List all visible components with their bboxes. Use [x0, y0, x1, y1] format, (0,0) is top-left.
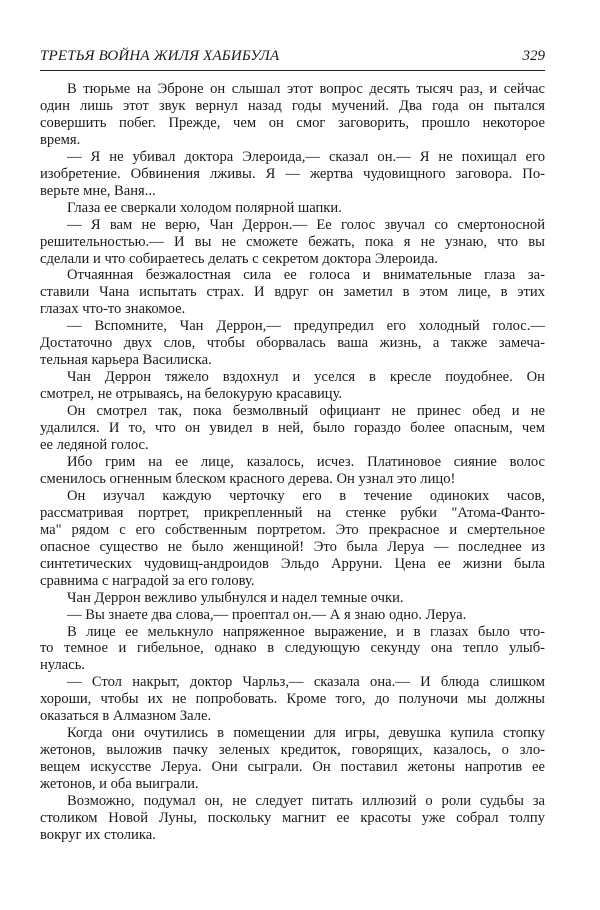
text-line: — Стол накрыт, доктор Чарльз,— сказала она.— И блюда слишком	[67, 674, 545, 691]
text-line: ма" рядом с его собственным портретом. Это прекрасное и смертельное	[40, 521, 545, 538]
paragraph	[40, 674, 545, 725]
paragraph	[40, 318, 545, 369]
paragraph	[40, 607, 545, 624]
body-text	[40, 81, 545, 844]
text-line: опасное существо не было женщиной! Это была Леруа — последнее из	[40, 538, 545, 555]
text-line: нулась.	[40, 657, 86, 674]
text-line: ее ледяной голос.	[40, 437, 149, 454]
paragraph	[40, 217, 545, 268]
text-line: то темное и гибельное, однако в следующую секунду она тепло улыб-	[40, 640, 545, 657]
text-line: синтетических чудовищ-андроидов Эльдо Арруни. Цена ее жизни была	[40, 555, 545, 572]
text-line: — Я вам не верю, Чан Деррон.— Ее голос звучал со смертоносной	[67, 216, 545, 233]
text-line: Когда они очутились в помещении для игры, девушка купила стопку	[67, 725, 545, 742]
text-line: один лишь этот звук вернул назад годы мучений. Два года он пытался	[40, 97, 545, 114]
text-line: В лице ее мелькнуло напряженное выражение, и в глазах было что-	[67, 623, 545, 640]
paragraph	[40, 624, 545, 675]
paragraph	[40, 149, 545, 200]
text-line: — Я не убивал доктора Элероида,— сказал он.— Я не похищал его	[67, 148, 545, 165]
text-line: сменилось огненным блеском красного дерева. Он узнал это лицо!	[40, 470, 456, 487]
paragraph	[40, 488, 545, 590]
text-line: тельная карьера Василиска.	[40, 352, 212, 369]
text-line: глазах что-то знакомое.	[40, 301, 186, 318]
page-number: 329	[522, 48, 545, 64]
text-line: оказаться в Алмазном Зале.	[40, 708, 212, 725]
running-title: ТРЕТЬЯ ВОЙНА ЖИЛЯ ХАБИБУЛА	[40, 48, 280, 64]
paragraph	[40, 403, 545, 454]
paragraph	[40, 200, 545, 217]
text-line: удалился. И то, что он увидел в ней, было гораздо более опасным, чем	[40, 420, 545, 437]
text-line: Чан Деррон вежливо улыбнулся и надел темные очки.	[67, 589, 404, 606]
text-line: сравнима с наградой за его голову.	[40, 572, 255, 589]
paragraph	[40, 454, 545, 488]
paragraph	[40, 369, 545, 403]
text-line: Он изучал каждую черточку его в течение одиноких часов,	[67, 487, 545, 504]
text-line: жетонов, выложив пачку зеленых кредиток, говорящих, казалось, о зло-	[40, 742, 545, 759]
text-line: Возможно, подумал он, не следует питать иллюзий о роли судьбы за	[67, 793, 545, 810]
text-line: совершить побег. Прежде, чем он смог заговорить, прошло некоторое	[40, 114, 545, 131]
text-line: рассматривая портрет, прикрепленный на стенке рубки "Атома-Фанто-	[40, 504, 545, 521]
text-line: — Вы знаете два слова,— проептал он.— А я знаю одно. Леруа.	[67, 606, 467, 623]
text-line: сделали и что собираетесь делать с секретом доктора Элероида.	[40, 250, 439, 267]
text-line: время.	[40, 131, 81, 148]
text-line: Ибо грим на ее лице, казалось, исчез. Платиновое сияние волос	[67, 453, 545, 470]
text-line: столиком Новой Луны, поскольку магнит ее красоты уже собрал толпу	[40, 809, 545, 826]
paragraph	[40, 267, 545, 318]
text-line: жетонов, и оба выиграли.	[40, 776, 199, 793]
text-line: верьте мне, Ваня...	[40, 182, 156, 199]
text-line: смотрел, не отрываясь, на белокурую красавицу.	[40, 386, 343, 403]
text-line: ставили Чана испытать страх. И вдруг он заметил в этом лице, в этих	[40, 284, 545, 301]
text-line: Отчаянная безжалостная сила ее голоса и внимательные глаза за-	[67, 267, 545, 284]
paragraph	[40, 793, 545, 844]
text-line: В тюрьме на Эброне он слышал этот вопрос десять тысяч раз, и сейчас	[67, 81, 545, 97]
text-line: Глаза ее сверкали холодом полярной шапки.	[67, 199, 342, 216]
paragraph	[40, 725, 545, 793]
text-line: вокруг их столика.	[40, 826, 156, 843]
text-line: вещем искусстве Леруа. Они сыграли. Он поставил жетоны напротив ее	[40, 759, 545, 776]
text-line: хороши, чтобы их не попробовать. Кроме того, до полуночи мы должны	[40, 691, 545, 708]
text-line: Чан Деррон тяжело вздохнул и уселся в кресле поудобнее. Он	[67, 369, 545, 386]
paragraph	[40, 81, 545, 149]
text-line: решительностью.— И вы не сможете бежать, пока я не узнаю, что вы	[40, 233, 545, 250]
running-header	[40, 46, 545, 71]
paragraph	[40, 590, 545, 607]
text-line: Он смотрел так, пока безмолвный официант не принес обед и не	[67, 403, 545, 420]
text-line: Достаточно двух слов, чтобы оборвалась ваша жизнь, а также замеча-	[40, 335, 545, 352]
text-line: изобретение. Обвинения лживы. Я — жертва чудовищного заговора. По-	[40, 165, 545, 182]
text-line: — Вспомните, Чан Деррон,— предупредил его холодный голос.—	[67, 318, 545, 335]
